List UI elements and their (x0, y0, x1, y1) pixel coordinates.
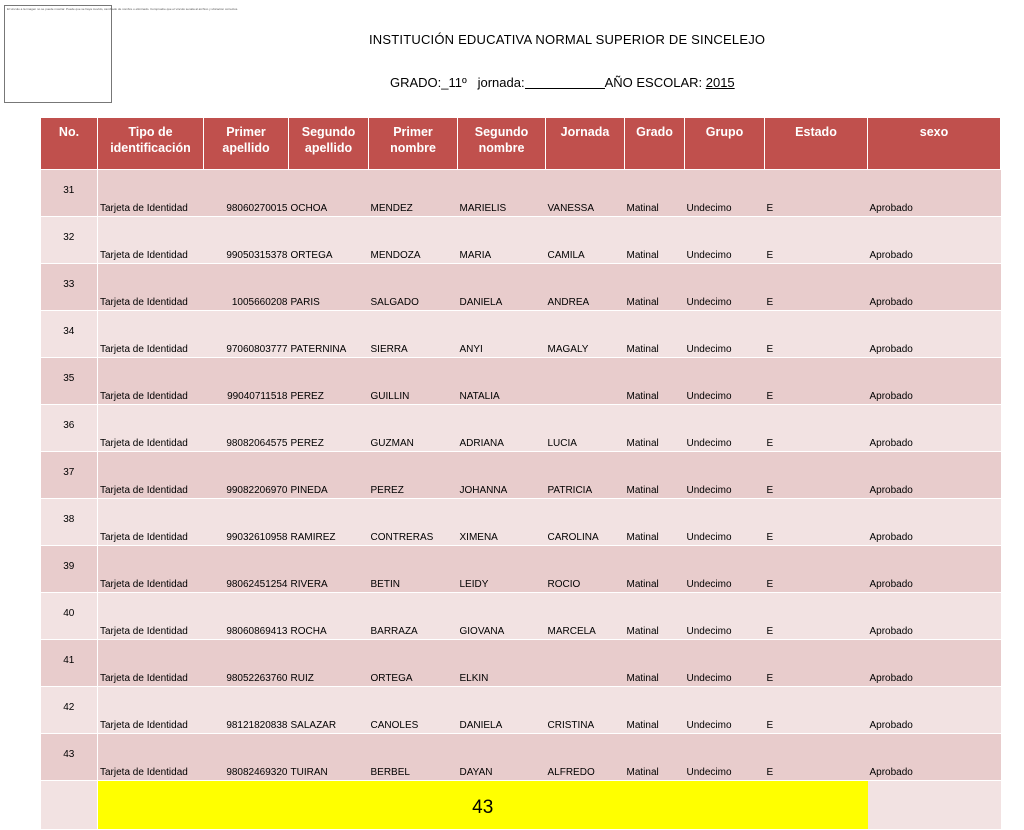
col-header-grupo: Grupo (685, 118, 765, 170)
cell-documento: 99032610958 (204, 499, 289, 546)
cell-tipo: Tarjeta de Identidad (98, 734, 204, 781)
cell-documento: 97060803777 (204, 311, 289, 358)
table-row (41, 311, 1001, 358)
table-row (41, 358, 1001, 405)
cell-segundo-nombre (546, 640, 625, 687)
cell-tipo: Tarjeta de Identidad (98, 452, 204, 499)
cell-primer-nombre: NATALIA (458, 358, 546, 405)
table-row (41, 170, 1001, 217)
cell-estado: Aprobado (868, 358, 1001, 405)
cell-primer-apellido: ORTEGA (289, 217, 369, 264)
cell-jornada: Matinal (625, 687, 685, 734)
cell-primer-nombre: ELKIN (458, 640, 546, 687)
cell-documento: 98062451254 (204, 546, 289, 593)
cell-segundo-nombre: CAROLINA (546, 499, 625, 546)
cell-segundo-apellido: MENDOZA (369, 217, 458, 264)
cell-tipo: Tarjeta de Identidad (98, 546, 204, 593)
cell-grado: Undecimo (685, 734, 765, 781)
cell-jornada: Matinal (625, 358, 685, 405)
cell-primer-apellido: PEREZ (289, 358, 369, 405)
cell-grupo: E (765, 734, 868, 781)
cell-tipo: Tarjeta de Identidad (98, 640, 204, 687)
cell-tipo: Tarjeta de Identidad (98, 170, 204, 217)
cell-estado: Aprobado (868, 734, 1001, 781)
grade-line (390, 75, 735, 90)
cell-grupo: E (765, 593, 868, 640)
total-count: 43 (98, 781, 868, 830)
cell-segundo-apellido: SALGADO (369, 264, 458, 311)
cell-primer-nombre: MARIELIS (458, 170, 546, 217)
cell-segundo-nombre (546, 358, 625, 405)
table-row (41, 546, 1001, 593)
cell-jornada: Matinal (625, 640, 685, 687)
cell-tipo: Tarjeta de Identidad (98, 311, 204, 358)
cell-grado: Undecimo (685, 311, 765, 358)
cell-segundo-nombre: ANDREA (546, 264, 625, 311)
cell-primer-nombre: JOHANNA (458, 452, 546, 499)
cell-grado: Undecimo (685, 593, 765, 640)
table-row (41, 499, 1001, 546)
table-row (41, 687, 1001, 734)
cell-estado: Aprobado (868, 499, 1001, 546)
student-table (40, 117, 1001, 830)
cell-estado: Aprobado (868, 452, 1001, 499)
cell-segundo-apellido: BARRAZA (369, 593, 458, 640)
cell-documento: 98052263760 (204, 640, 289, 687)
cell-estado: Aprobado (868, 264, 1001, 311)
cell-primer-nombre: XIMENA (458, 499, 546, 546)
cell-grado: Undecimo (685, 640, 765, 687)
cell-no: 37 (41, 452, 98, 499)
cell-primer-nombre: DAYAN (458, 734, 546, 781)
cell-primer-apellido: RAMIREZ (289, 499, 369, 546)
cell-segundo-apellido: GUILLIN (369, 358, 458, 405)
cell-estado: Aprobado (868, 311, 1001, 358)
cell-grado: Undecimo (685, 687, 765, 734)
cell-grado: Undecimo (685, 358, 765, 405)
cell-primer-nombre: ADRIANA (458, 405, 546, 452)
cell-segundo-apellido: SIERRA (369, 311, 458, 358)
cell-estado: Aprobado (868, 546, 1001, 593)
cell-jornada: Matinal (625, 546, 685, 593)
total-row (41, 781, 1001, 830)
cell-no: 33 (41, 264, 98, 311)
cell-documento: 98082469320 (204, 734, 289, 781)
cell-primer-apellido: PEREZ (289, 405, 369, 452)
cell-segundo-nombre: CAMILA (546, 217, 625, 264)
cell-no: 42 (41, 687, 98, 734)
logo-placeholder (4, 5, 239, 103)
cell-estado: Aprobado (868, 170, 1001, 217)
cell-primer-apellido: PINEDA (289, 452, 369, 499)
cell-primer-apellido: OCHOA (289, 170, 369, 217)
cell-no: 43 (41, 734, 98, 781)
cell-primer-apellido: PATERNINA (289, 311, 369, 358)
cell-grado: Undecimo (685, 499, 765, 546)
cell-documento: 99040711518 (204, 358, 289, 405)
cell-grado: Undecimo (685, 170, 765, 217)
cell-segundo-apellido: BETIN (369, 546, 458, 593)
cell-no: 34 (41, 311, 98, 358)
cell-primer-nombre: ANYI (458, 311, 546, 358)
cell-jornada: Matinal (625, 264, 685, 311)
cell-primer-apellido: RUIZ (289, 640, 369, 687)
col-header-primer-nombre: Primer nombre (369, 118, 458, 170)
cell-documento: 99082206970 (204, 452, 289, 499)
cell-tipo: Tarjeta de Identidad (98, 593, 204, 640)
cell-grupo: E (765, 499, 868, 546)
cell-primer-nombre: MARIA (458, 217, 546, 264)
cell-primer-nombre: LEIDY (458, 546, 546, 593)
cell-tipo: Tarjeta de Identidad (98, 264, 204, 311)
cell-estado: Aprobado (868, 687, 1001, 734)
cell-documento: 1005660208 (204, 264, 289, 311)
cell-tipo: Tarjeta de Identidad (98, 687, 204, 734)
cell-jornada: Matinal (625, 499, 685, 546)
cell-segundo-nombre: PATRICIA (546, 452, 625, 499)
jornada-blank (525, 76, 605, 89)
cell-no: 41 (41, 640, 98, 687)
col-header-primer-apellido: Primer apellido (204, 118, 289, 170)
anio-label: AÑO ESCOLAR: (604, 75, 706, 90)
cell-segundo-nombre: MARCELA (546, 593, 625, 640)
table-row (41, 593, 1001, 640)
anio-value: 2015 (705, 75, 735, 90)
col-header-jornada: Jornada (546, 118, 625, 170)
cell-jornada: Matinal (625, 311, 685, 358)
table-header (41, 118, 1001, 170)
cell-no: 40 (41, 593, 98, 640)
cell-tipo: Tarjeta de Identidad (98, 405, 204, 452)
cell-estado: Aprobado (868, 640, 1001, 687)
cell-documento: 98121820838 (204, 687, 289, 734)
table-row (41, 640, 1001, 687)
cell-segundo-nombre: ALFREDO (546, 734, 625, 781)
cell-documento: 98060869413 (204, 593, 289, 640)
cell-segundo-apellido: GUZMAN (369, 405, 458, 452)
cell-segundo-nombre: LUCIA (546, 405, 625, 452)
table-row (41, 734, 1001, 781)
cell-primer-apellido: TUIRAN (289, 734, 369, 781)
cell-documento: 99050315378 (204, 217, 289, 264)
cell-no: 31 (41, 170, 98, 217)
cell-grado: Undecimo (685, 264, 765, 311)
cell-documento: 98060270015 (204, 170, 289, 217)
cell-primer-apellido: ROCHA (289, 593, 369, 640)
cell-grupo: E (765, 640, 868, 687)
cell-segundo-nombre: ROCIO (546, 546, 625, 593)
cell-grado: Undecimo (685, 405, 765, 452)
cell-no: 39 (41, 546, 98, 593)
cell-grado: Undecimo (685, 546, 765, 593)
cell-jornada: Matinal (625, 217, 685, 264)
cell-grado: Undecimo (685, 452, 765, 499)
total-spacer-left (41, 781, 98, 830)
cell-grupo: E (765, 311, 868, 358)
broken-image-caption: El vinculo a la imagen no se puede mostrar. Puede que se haya movido, cambiado de nombre o eliminado. Compruebe que el vinculo senala al archivo y ubicacion correctos. (7, 7, 239, 11)
col-header-tipo: Tipo de identificación (98, 118, 204, 170)
cell-no: 32 (41, 217, 98, 264)
total-spacer-right (868, 781, 1001, 830)
cell-tipo: Tarjeta de Identidad (98, 217, 204, 264)
cell-estado: Aprobado (868, 405, 1001, 452)
cell-segundo-nombre: CRISTINA (546, 687, 625, 734)
cell-tipo: Tarjeta de Identidad (98, 499, 204, 546)
cell-tipo: Tarjeta de Identidad (98, 358, 204, 405)
cell-primer-apellido: RIVERA (289, 546, 369, 593)
cell-jornada: Matinal (625, 405, 685, 452)
col-header-segundo-apellido: Segundo apellido (289, 118, 369, 170)
cell-estado: Aprobado (868, 593, 1001, 640)
cell-primer-nombre: DANIELA (458, 687, 546, 734)
table-row (41, 264, 1001, 311)
cell-segundo-apellido: CONTRERAS (369, 499, 458, 546)
col-header-grado: Grado (625, 118, 685, 170)
cell-no: 36 (41, 405, 98, 452)
cell-grupo: E (765, 217, 868, 264)
cell-grupo: E (765, 405, 868, 452)
cell-grupo: E (765, 546, 868, 593)
cell-estado: Aprobado (868, 217, 1001, 264)
cell-segundo-apellido: BERBEL (369, 734, 458, 781)
cell-grupo: E (765, 358, 868, 405)
cell-primer-nombre: DANIELA (458, 264, 546, 311)
cell-jornada: Matinal (625, 452, 685, 499)
col-header-segundo-nombre: Segundo nombre (458, 118, 546, 170)
cell-grupo: E (765, 170, 868, 217)
institution-title: INSTITUCIÓN EDUCATIVA NORMAL SUPERIOR DE SINCELEJO (369, 32, 766, 47)
jornada-label: jornada: (477, 75, 525, 90)
cell-segundo-nombre: VANESSA (546, 170, 625, 217)
cell-jornada: Matinal (625, 593, 685, 640)
cell-primer-apellido: SALAZAR (289, 687, 369, 734)
cell-segundo-nombre: MAGALY (546, 311, 625, 358)
col-header-estado: Estado (765, 118, 868, 170)
cell-segundo-apellido: MENDEZ (369, 170, 458, 217)
cell-segundo-apellido: ORTEGA (369, 640, 458, 687)
cell-primer-apellido: PARIS (289, 264, 369, 311)
cell-grupo: E (765, 687, 868, 734)
cell-segundo-apellido: PEREZ (369, 452, 458, 499)
cell-jornada: Matinal (625, 170, 685, 217)
cell-jornada: Matinal (625, 734, 685, 781)
cell-segundo-apellido: CANOLES (369, 687, 458, 734)
cell-no: 35 (41, 358, 98, 405)
cell-primer-nombre: GIOVANA (458, 593, 546, 640)
cell-no: 38 (41, 499, 98, 546)
table-row (41, 405, 1001, 452)
grado-label: GRADO:_11º (390, 75, 467, 90)
cell-documento: 98082064575 (204, 405, 289, 452)
cell-grupo: E (765, 452, 868, 499)
col-header-no: No. (41, 118, 98, 170)
table-row (41, 217, 1001, 264)
cell-grupo: E (765, 264, 868, 311)
cell-grado: Undecimo (685, 217, 765, 264)
table-row (41, 452, 1001, 499)
col-header-sexo: sexo (868, 118, 1001, 170)
